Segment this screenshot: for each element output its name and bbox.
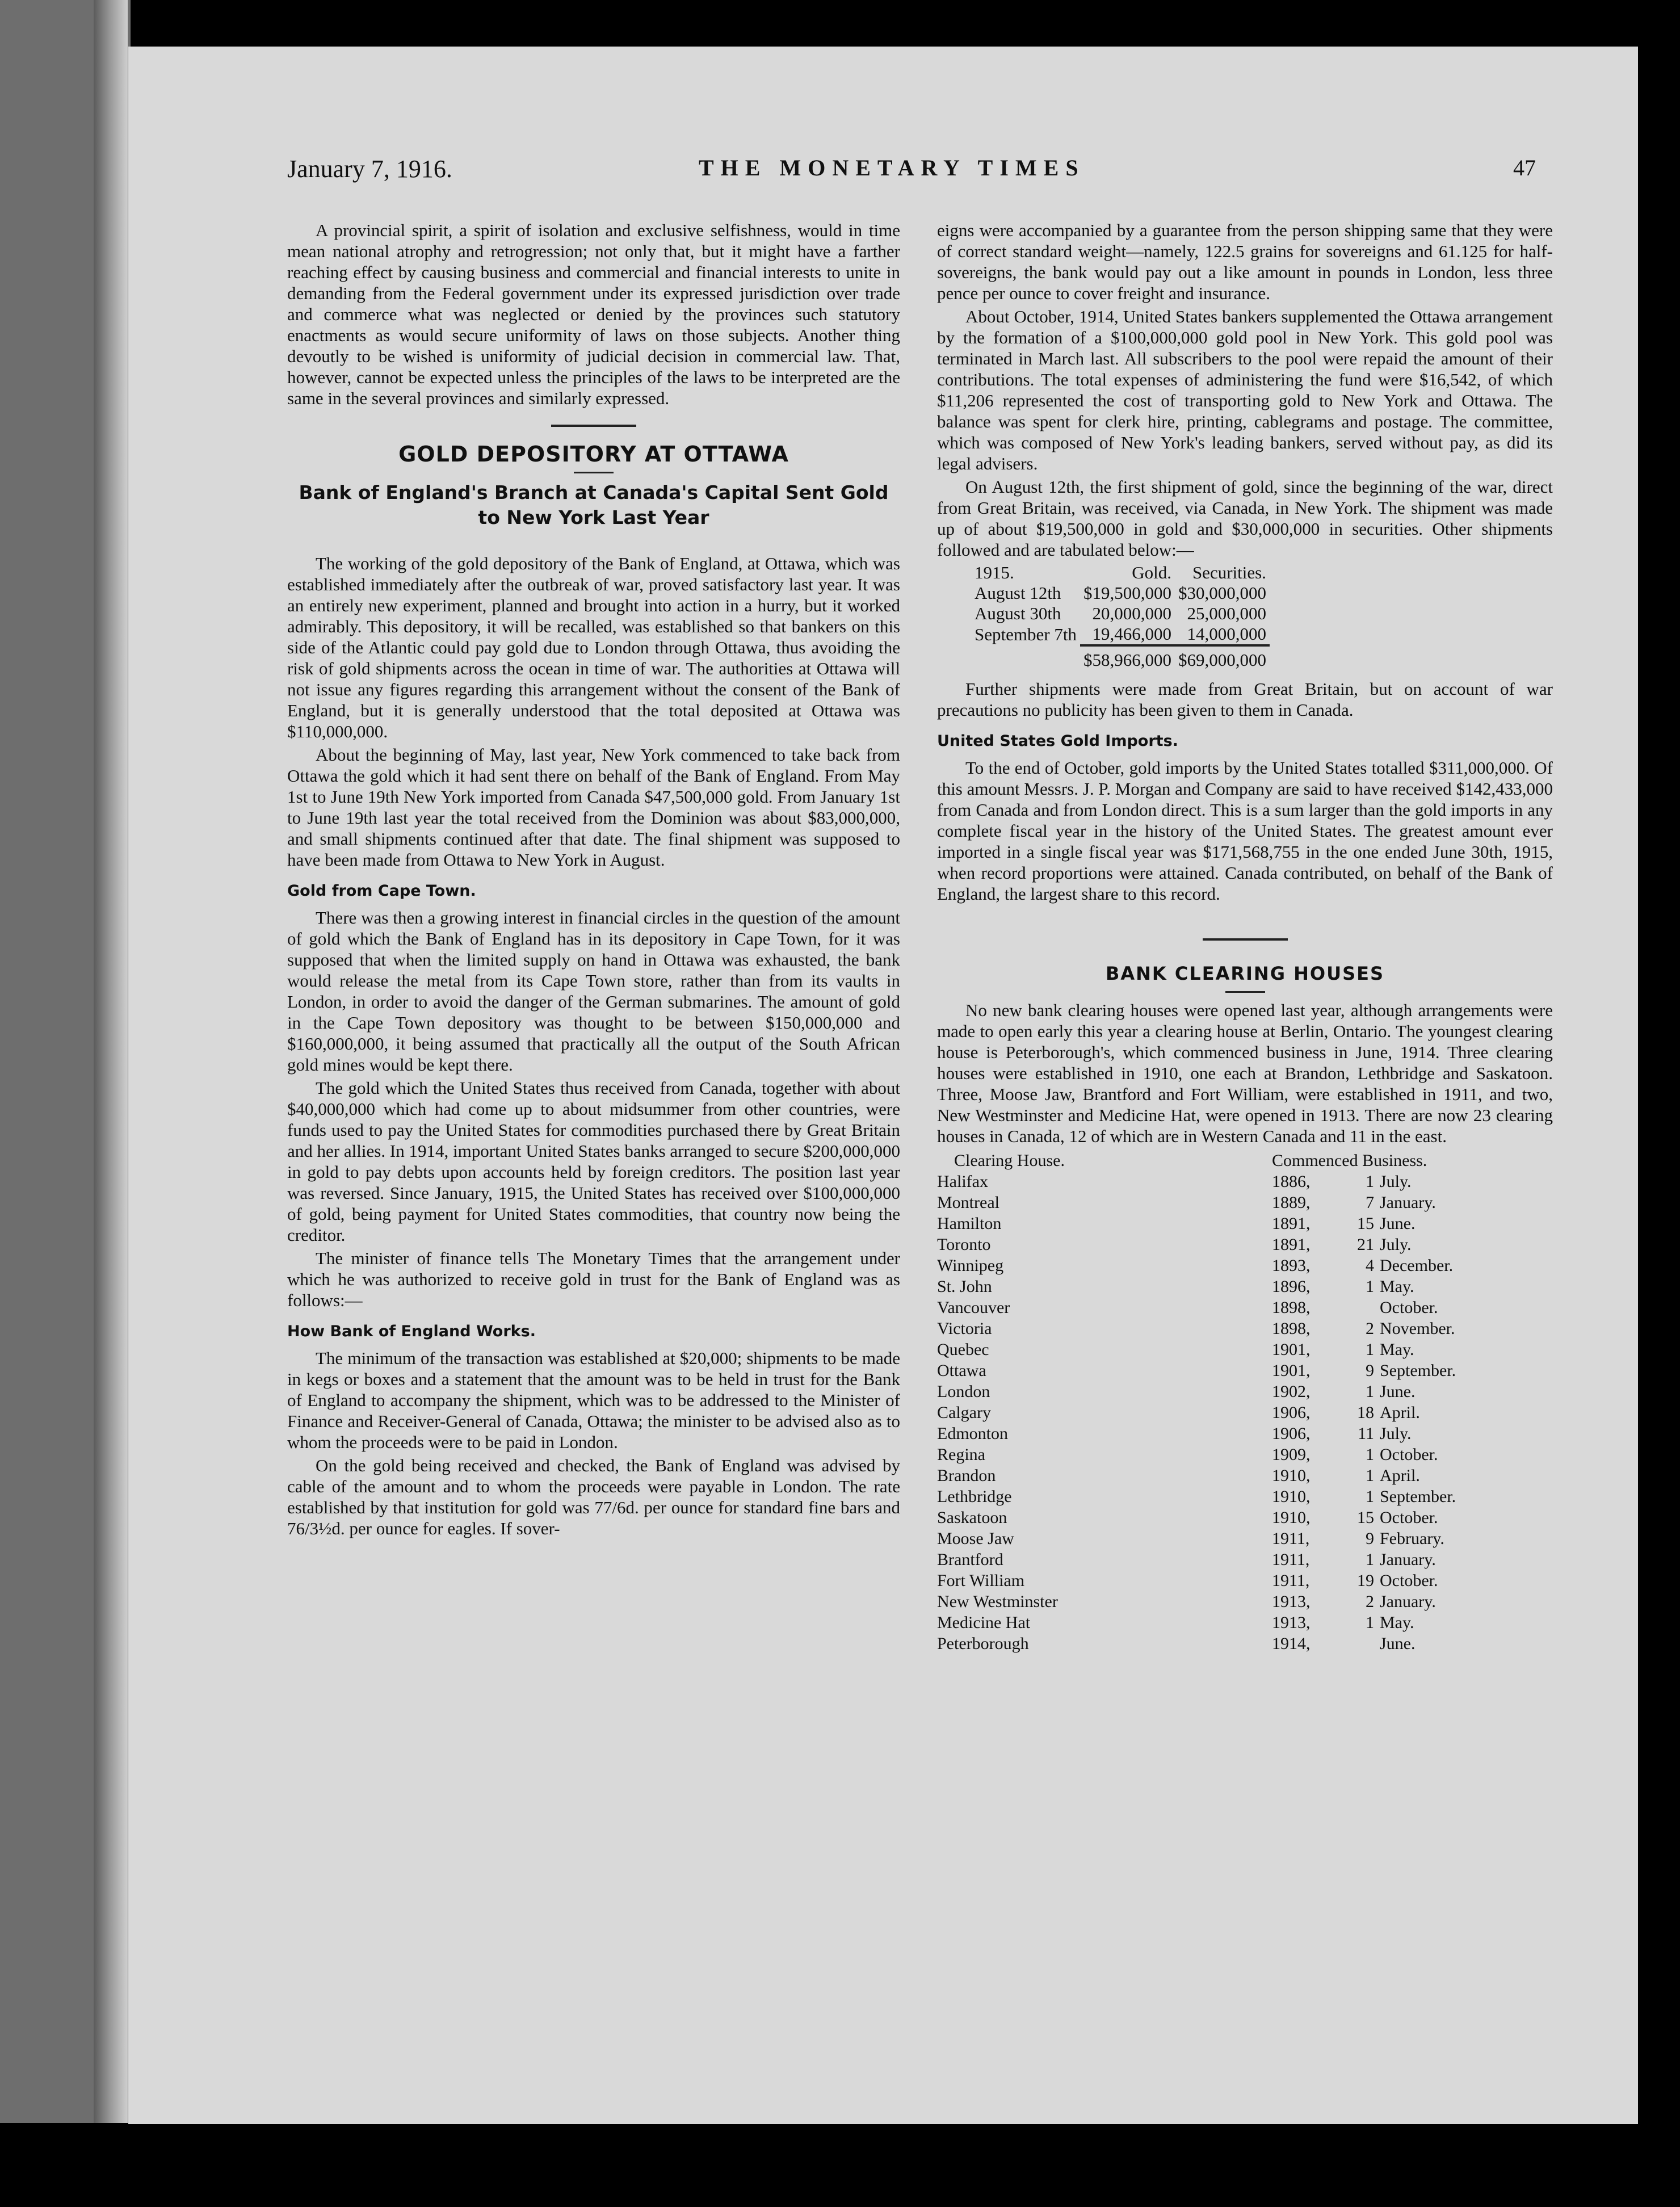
commenced-month: October. — [1380, 1298, 1438, 1317]
clearing-house-name: Calgary — [937, 1403, 991, 1422]
issue-date: January 7, 1916. — [287, 155, 452, 183]
commenced-month: April. — [1380, 1403, 1420, 1422]
commenced-day: 2 — [1366, 1319, 1374, 1338]
commenced-year: 1901, — [1272, 1361, 1311, 1380]
commenced-month: November. — [1380, 1319, 1455, 1338]
commenced-day: 2 — [1366, 1592, 1374, 1611]
clearing-house-name: New Westminster — [937, 1592, 1058, 1611]
clearing-house-name: Ottawa — [937, 1361, 986, 1380]
shipment-gold: $19,500,000 — [1083, 583, 1171, 603]
shipment-date: August 30th — [975, 603, 1061, 623]
commenced-month: June. — [1380, 1634, 1416, 1653]
securities-column-header: Securities. — [1192, 563, 1266, 582]
table-row — [937, 1339, 1553, 1360]
commenced-month: October. — [1380, 1571, 1438, 1590]
commenced-day: 1 — [1366, 1277, 1374, 1296]
body-paragraph: About the beginning of May, last year, New York commenced to take back from Ottawa the gold which it had sent there on behalf of the Bank of England. From May 1st to June 19th New York imported from Canada $47,500,000 gold. From January 1st to June 19th last year the total received from the Dominion was about $83,000,000, and small shipments continued after that date. The final shipment was supposed to have been made from Ottawa to New York in August. — [287, 745, 900, 870]
body-paragraph: There was then a growing interest in financial circles in the question of the amount of gold which the Bank of England has in its depository in Cape Town, for it was supposed that when the limited supply on hand in Ottawa was exhausted, the bank would release the metal from its Cape Town store, rather than from its vaults in London, in order to avoid the danger of the German submarines. The amount of gold in the Cape Town depository was thought to be between $150,000,000 and $160,000,000, it being assumed that practically all the output of the South African gold mines would be kept there. — [287, 908, 900, 1075]
commenced-day: 1 — [1366, 1382, 1374, 1401]
table-row — [937, 1192, 1553, 1213]
commenced-day: 9 — [1366, 1529, 1374, 1548]
clearing-house-name: St. John — [937, 1277, 992, 1296]
commenced-year: 1902, — [1272, 1382, 1311, 1401]
commenced-year: 1901, — [1272, 1340, 1311, 1359]
commenced-month: December. — [1380, 1256, 1454, 1275]
commenced-column-header: Commenced Business. — [1272, 1151, 1427, 1170]
body-paragraph: The minister of finance tells The Monetary Times that the arrangement under which he was authorized to receive gold in trust for the Bank of England was as follows:— — [287, 1248, 900, 1310]
commenced-month: February. — [1380, 1529, 1444, 1548]
body-paragraph: On the gold being received and checked, the Bank of England was advised by cable of the amount and to whom the proceeds were payable in London. The rate established by that institution for gold was 77/6d. per ounce for standard fine bars and 76/3½d. per ounce for eagles. If sover- — [287, 1455, 900, 1538]
commenced-year: 1913, — [1272, 1592, 1311, 1611]
body-paragraph: To the end of October, gold imports by the United States totalled $311,000,000. Of this amount Messrs. J. P. Morgan and Company are said to have received $142,433,000 from Canada and from London direct. This is a sum larger than the gold imports in any complete fiscal year in the history of the United States. The greatest amount ever imported in a single fiscal year was $171,568,755 in the one ended June 30th, 1915, when record proportions were attained. Canada contributed, on behalf of the Bank of England, the largest share to this record. — [937, 758, 1553, 904]
clearing-house-name: Moose Jaw — [937, 1529, 1014, 1548]
commenced-day: 9 — [1366, 1361, 1374, 1380]
commenced-month: July. — [1380, 1172, 1412, 1191]
commenced-month: May. — [1380, 1277, 1414, 1296]
body-paragraph: The gold which the United States thus received from Canada, together with about $40,000,000 which had come up to about midsummer from other countries, were funds used to pay the United States for commodities purchased there by Great Britain and her allies. In 1914, important United States banks arranged to secure $200,000,000 in gold to pay debts upon accounts held by foreign creditors. The position last year was reversed. Since January, 1915, the United States has received over $100,000,000 of gold, being payment for United States commodities, that country now being the creditor. — [287, 1078, 900, 1245]
shipment-securities: 25,000,000 — [1187, 603, 1266, 623]
commenced-day — [1334, 1297, 1380, 1318]
commenced-day: 7 — [1366, 1193, 1374, 1212]
commenced-year: 1891, — [1272, 1214, 1311, 1233]
section-divider — [1203, 938, 1288, 941]
commenced-day: 18 — [1357, 1403, 1374, 1422]
clearing-house-name: Halifax — [937, 1172, 988, 1191]
clearing-house-name: Vancouver — [937, 1298, 1010, 1317]
commenced-month: January. — [1380, 1550, 1436, 1569]
commenced-year: 1911, — [1272, 1529, 1310, 1548]
table-row — [937, 1633, 1553, 1654]
clearing-house-name: Lethbridge — [937, 1487, 1012, 1506]
section-heading: United States Gold Imports. — [937, 732, 1178, 750]
table-row — [937, 1402, 1553, 1423]
commenced-day: 1 — [1366, 1466, 1374, 1485]
clearing-house-name: Regina — [937, 1445, 985, 1464]
commenced-day: 1 — [1366, 1487, 1374, 1506]
commenced-day: 1 — [1366, 1340, 1374, 1359]
shipment-date: September 7th — [975, 624, 1077, 644]
clearing-house-name: Brandon — [937, 1466, 996, 1485]
commenced-year: 1914, — [1272, 1634, 1311, 1653]
commenced-month: September. — [1380, 1361, 1456, 1380]
commenced-day: 1 — [1366, 1172, 1374, 1191]
body-paragraph: No new bank clearing houses were opened last year, although arrangements were made to open early this year a clearing house at Berlin, Ontario. The youngest clearing house is Peterborough's, which commenced business in June, 1914. Three clearing houses were established in 1910, one each at Brandon, Lethbridge and Saskatoon. Three, Moose Jaw, Brantford and Fort William, were established in 1911, and two, New Westminster and Medicine Hat, were opened in 1913. There are now 23 clearing houses in Canada, 12 of which are in Western Canada and 11 in the east. — [937, 1000, 1553, 1146]
page-header — [128, 154, 1638, 194]
commenced-month: July. — [1380, 1424, 1412, 1443]
commenced-day: 19 — [1357, 1571, 1374, 1590]
commenced-day: 1 — [1366, 1613, 1374, 1632]
commenced-day: 21 — [1357, 1235, 1374, 1254]
table-row — [937, 1528, 1553, 1549]
clearing-house-name: London — [937, 1382, 990, 1401]
table-row — [971, 583, 1270, 603]
clearing-house-name: Hamilton — [937, 1214, 1002, 1233]
section-divider — [551, 425, 636, 427]
table-row — [937, 1612, 1553, 1633]
total-securities: $69,000,000 — [1175, 645, 1270, 670]
commenced-month: April. — [1380, 1466, 1420, 1485]
body-paragraph: The working of the gold depository of the Bank of England, at Ottawa, which was established immediately after the outbreak of war, proved satisfactory last year. It was an entirely new experiment, planned and brought into action in a hurry, but it worked admirably. This depository, it will be recalled, was established so that bankers on this side of the Atlantic could pay gold due to London through Ottawa, thus avoiding the risk of gold shipments across the ocean in time of war. The authorities at Ottawa will not issue any figures regarding this arrangement without the consent of the Bank of England, but it is generally understood that the total deposited at Ottawa was $110,000,000. — [287, 553, 900, 741]
commenced-month: January. — [1380, 1193, 1436, 1212]
page-number: 47 — [1513, 155, 1536, 181]
table-row — [937, 1276, 1553, 1297]
table-row — [937, 1549, 1553, 1570]
commenced-day: 15 — [1357, 1508, 1374, 1527]
table-row — [937, 1171, 1553, 1192]
table-row — [937, 1360, 1553, 1381]
commenced-month: July. — [1380, 1235, 1412, 1254]
table-row — [971, 624, 1270, 645]
clearing-house-name: Medicine Hat — [937, 1613, 1031, 1632]
totals-row — [971, 645, 1270, 670]
binding-fold — [94, 0, 128, 2123]
commenced-month: October. — [1380, 1508, 1438, 1527]
body-paragraph: eigns were accompanied by a guarantee from the person shipping same that they were of correct standard weight—namely, 122.5 grains for sovereigns and 61.125 for half-sovereigns, the bank would pay out a like amount in pounds in London, less three pence per ounce to cover freight and insurance. — [937, 220, 1553, 303]
section-heading: How Bank of England Works. — [287, 1323, 536, 1340]
left-column — [287, 220, 900, 1541]
shipment-securities: $30,000,000 — [1178, 583, 1266, 603]
commenced-year: 1889, — [1272, 1193, 1311, 1212]
clearing-house-name: Peterborough — [937, 1634, 1029, 1653]
commenced-year: 1898, — [1272, 1298, 1311, 1317]
body-paragraph: On August 12th, the first shipment of gold, since the beginning of the war, direct from Great Britain, was received, via Canada, in New York. The shipment was made up of about $19,500,000 in gold and $30,000,000 in securities. Other shipments followed and are tabulated below:— — [937, 477, 1553, 560]
table-year: 1915. — [975, 563, 1014, 582]
commenced-year: 1911, — [1272, 1550, 1310, 1569]
clearing-house-name: Toronto — [937, 1235, 991, 1254]
table-row — [937, 1297, 1553, 1318]
shipment-gold: 19,466,000 — [1092, 624, 1171, 644]
total-gold: $58,966,000 — [1080, 645, 1175, 670]
clearing-house-column-header: Clearing House. — [954, 1151, 1065, 1170]
title-rule — [574, 472, 614, 473]
commenced-year: 1906, — [1272, 1424, 1311, 1443]
table-row — [937, 1234, 1553, 1255]
table-row — [937, 1465, 1553, 1486]
commenced-month: May. — [1380, 1613, 1414, 1632]
commenced-year: 1910, — [1272, 1466, 1311, 1485]
commenced-year: 1896, — [1272, 1277, 1311, 1296]
body-paragraph: The minimum of the transaction was established at $20,000; shipments to be made in kegs or boxes and a statement that the amount was to be held in trust for the Bank of England to accompany the shipment, which was to be addressed to the Minister of Finance and Receiver-General of Canada, Ottawa; the minister to be advised also as to whom the proceeds were to be paid in London. — [287, 1348, 900, 1452]
clearing-article-title: BANK CLEARING HOUSES — [1105, 963, 1385, 984]
title-rule — [1225, 991, 1265, 993]
commenced-year: 1893, — [1272, 1256, 1311, 1275]
body-paragraph: Further shipments were made from Great Britain, but on account of war precautions no publicity has been given to them in Canada. — [937, 679, 1553, 720]
commenced-month: October. — [1380, 1445, 1438, 1464]
clearing-house-name: Victoria — [937, 1319, 992, 1338]
table-row — [937, 1486, 1553, 1507]
commenced-year: 1886, — [1272, 1172, 1311, 1191]
table-row — [937, 1423, 1553, 1444]
table-row — [937, 1444, 1553, 1465]
commenced-day: 4 — [1366, 1256, 1374, 1275]
article-title: GOLD DEPOSITORY AT OTTAWA — [398, 442, 789, 467]
newspaper-page — [128, 47, 1638, 2124]
commenced-year: 1911, — [1272, 1571, 1310, 1590]
clearing-house-name: Brantford — [937, 1550, 1003, 1569]
clearing-house-name: Quebec — [937, 1340, 989, 1359]
commenced-year: 1909, — [1272, 1445, 1311, 1464]
table-row — [971, 603, 1270, 624]
commenced-day: 1 — [1366, 1445, 1374, 1464]
clearing-house-name: Winnipeg — [937, 1256, 1004, 1275]
commenced-day — [1334, 1633, 1380, 1654]
table-row — [937, 1507, 1553, 1528]
clearing-house-name: Edmonton — [937, 1424, 1008, 1443]
commenced-month: June. — [1380, 1382, 1416, 1401]
commenced-month: May. — [1380, 1340, 1414, 1359]
commenced-year: 1906, — [1272, 1403, 1311, 1422]
gold-column-header: Gold. — [1132, 563, 1171, 582]
body-paragraph: About October, 1914, United States bankers supplemented the Ottawa arrangement by the formation of a $100,000,000 gold pool in New York. This gold pool was terminated in March last. All subscribers to the pool were repaid the amount of their contributions. The total expenses of administering the fund were $16,542, of which $11,206 represented the cost of transporting gold to New York and Ottawa. The balance was spent for clerk hire, printing, cablegrams and postage. The committee, which was composed of New York's leading bankers, served without pay, as did its legal advisers. — [937, 307, 1553, 473]
commenced-month: September. — [1380, 1487, 1456, 1506]
table-row — [937, 1570, 1553, 1591]
table-row — [937, 1213, 1553, 1234]
commenced-month: January. — [1380, 1592, 1436, 1611]
commenced-year: 1910, — [1272, 1508, 1311, 1527]
shipment-date: August 12th — [975, 583, 1061, 603]
clearing-house-name: Montreal — [937, 1193, 999, 1212]
commenced-year: 1891, — [1272, 1235, 1311, 1254]
shipment-gold: 20,000,000 — [1092, 603, 1171, 623]
table-row — [937, 1318, 1553, 1339]
commenced-day: 11 — [1358, 1424, 1374, 1443]
article-subtitle: Bank of England's Branch at Canada's Capital Sent Gold to New York Last Year — [299, 481, 889, 528]
table-row — [937, 1255, 1553, 1276]
table-row — [937, 1381, 1553, 1402]
clearing-house-name: Saskatoon — [937, 1508, 1007, 1527]
shipments-table — [971, 563, 1270, 670]
commenced-year: 1913, — [1272, 1613, 1311, 1632]
clearing-header-row — [937, 1150, 1553, 1171]
commenced-month: June. — [1380, 1214, 1416, 1233]
table-row — [937, 1591, 1553, 1612]
commenced-year: 1910, — [1272, 1487, 1311, 1506]
clearing-house-name: Fort William — [937, 1571, 1025, 1590]
right-column — [937, 220, 1553, 1654]
intro-paragraph: A provincial spirit, a spirit of isolation and exclusive selfishness, would in time mean national atrophy and retrogression; not only that, but it might have a farther reaching effect by causing business and commercial and financial interests to unite in demanding from the Federal government under its expressed jurisdiction over trade and commerce what was neglected or denied by the provinces such statutory enactments as would secure uniformity of laws on those subjects. Another thing devoutly to be wished is uniformity of judicial decision in commercial law. That, however, cannot be expected unless the principles of the laws to be interpreted are the same in the several provinces and similarly expressed. — [287, 220, 900, 408]
publication-title: THE MONETARY TIMES — [699, 155, 1085, 181]
clearing-houses-table — [937, 1150, 1553, 1654]
shipments-header-row — [971, 563, 1270, 583]
shipment-securities: 14,000,000 — [1187, 624, 1266, 644]
commenced-day: 1 — [1366, 1550, 1374, 1569]
commenced-year: 1898, — [1272, 1319, 1311, 1338]
section-heading: Gold from Cape Town. — [287, 882, 476, 900]
commenced-day: 15 — [1357, 1214, 1374, 1233]
